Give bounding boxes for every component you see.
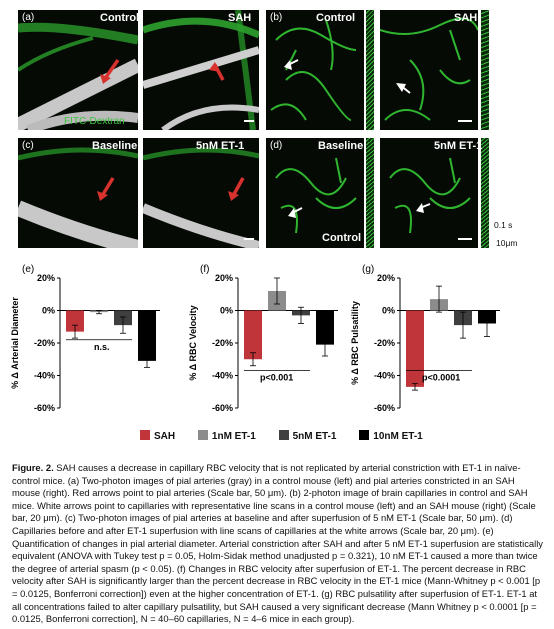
panel-a-control-label: Control — [100, 12, 140, 24]
panel-b-control-linescan — [366, 10, 374, 130]
space-scale-label: 10μm — [496, 238, 518, 248]
chart-0-tick-label: -60% — [33, 403, 55, 413]
chart-1-annotation: p<0.001 — [260, 372, 294, 383]
panel-c-baseline-label: Baseline — [92, 140, 138, 152]
legend-item-sah — [140, 430, 175, 442]
panel-b-letter: (b) — [270, 12, 283, 23]
chart-1-letter: (f) — [200, 264, 210, 275]
panel-a-sah-image — [143, 10, 259, 130]
legend-swatch-sah — [140, 430, 150, 440]
legend-item-1nm — [198, 430, 256, 442]
chart-1-tick-label: 0% — [219, 305, 233, 316]
stain-label: FITC-Dextran — [64, 116, 125, 127]
chart-0-tick-label: 20% — [36, 273, 55, 283]
chart-0-bar-10nm-et-1 — [138, 311, 156, 361]
chart-1-tick-label: -60% — [211, 403, 233, 413]
panel-b-control-label: Control — [316, 12, 356, 24]
panel-b-sah-linescan — [481, 10, 489, 130]
caption-label: Figure. 2. — [12, 462, 54, 473]
legend-swatch-1nm — [198, 430, 208, 440]
panel-c-et1-image — [143, 138, 259, 248]
panel-b-sah-label: SAH — [454, 12, 478, 24]
panel-a-sah-label: SAH — [228, 12, 252, 24]
chart-0-tick-label: -20% — [33, 338, 55, 348]
panel-d-baseline-linescan — [366, 138, 374, 248]
panel-b-sah-image — [380, 10, 478, 130]
panel-d-et1-image — [380, 138, 478, 248]
panel-b-control-image — [266, 10, 364, 130]
chart-2-tick-label: 20% — [376, 273, 395, 283]
chart-0-ylabel: % Δ Arterial Diameter — [10, 297, 20, 389]
panel-c-letter: (c) — [22, 140, 34, 151]
legend-label-1nm: 1nM ET-1 — [211, 431, 256, 442]
chart-0-tick-label: 0% — [41, 305, 55, 316]
chart-0-letter: (e) — [22, 264, 35, 275]
chart-1-ylabel: % Δ RBC Velocity — [188, 305, 198, 381]
panel-d-et1-label: 5nM ET-1 — [434, 140, 483, 152]
panel-c-baseline-image — [18, 138, 138, 248]
legend — [140, 430, 443, 442]
chart-1-bar-sah — [244, 311, 262, 360]
legend-label-10nm: 10nM ET-1 — [373, 431, 423, 442]
panel-d-control-label: Control — [322, 232, 362, 244]
chart-2-ylabel: % Δ RBC Pulsatility — [350, 301, 360, 385]
chart-2-tick-label: -20% — [373, 338, 395, 348]
time-scale-label: 0.1 s — [494, 220, 513, 230]
panel-d-et1-linescan — [481, 138, 489, 248]
legend-swatch-10nm — [359, 430, 369, 440]
panel-d-letter: (d) — [270, 140, 283, 151]
legend-item-5nm — [279, 430, 337, 442]
figure-caption — [12, 462, 544, 626]
panel-d-baseline-label: Baseline — [318, 140, 364, 152]
chart-2-tick-label: -40% — [373, 370, 395, 381]
chart-0-annotation: n.s. — [94, 341, 110, 352]
legend-item-10nm — [359, 430, 422, 442]
charts-area — [0, 258, 554, 428]
chart-1-tick-label: -40% — [211, 370, 233, 381]
chart-2-annotation: p<0.0001 — [422, 372, 461, 383]
chart-1-tick-label: 20% — [214, 273, 233, 283]
panel-c-et1-label: 5nM ET-1 — [196, 140, 245, 152]
legend-label-sah: SAH — [154, 431, 176, 442]
caption-text: SAH causes a decrease in capillary RBC velocity that is not replicated by arterial constriction with ET-1 in naïve-control mice. (a) Two-photon images of pial arteries (gray) in a control mouse (left) and pial arteries constricted in an SAH mouse (right). Red arrows point to pial arteries (Scale bar, 50 μm). (b) 2-photon image of brain capillaries in control and SAH mice. White arrows point to capillaries with representative line scans in a control mouse (left) and an SAH mouse (right) (Scale bar, 20 μm). (c) Two-photon images of pial arteries at baseline and after superfusion of 5 nM ET-1 (Scale bar, 50 μm). (d) Capillaries before and after ET-1 superfusion with line scans of capillaries at the white arrows (Scale bar, 20 μm). (e) Quantification of changes in pial arterial diameter. Arterial constriction after SAH and after 5 nM ET-1 superfusion are statistically equivalent (ANOVA with Tukey test p = 0.05, Holm-Sidak method unadjusted p = 0.321), 10 nM ET-1 caused a more than twice the degree of arterial spasm (p < 0.05). (f) Changes in RBC velocity after superfusion of ET-1. The percent decrease in RBC velocity after SAH is significantly larger than the percent decrease in RBC velocity in the ET-1 mice (Mann-Whitney p < 0.001 [p = 0.0125, Bonferroni correction]) even at the higher concentration of ET-1. (g) RBC pulsatility after superfusion of ET-1. ET-1 at all concentrations failed to alter capillary pulsatility, but SAH caused a very significant decrease (Mann Whitney p < 0.0001 [p = 0.0125, Bonferroni correction], N = 40–60 capillaries, N = 4–6 mice in each group). — [12, 462, 543, 625]
chart-1-tick-label: -20% — [211, 338, 233, 348]
panel-a-control-image — [18, 10, 138, 130]
chart-2-tick-label: 0% — [381, 305, 395, 316]
chart-2-tick-label: -60% — [373, 403, 395, 413]
chart-0-tick-label: -40% — [33, 370, 55, 381]
legend-label-5nm: 5nM ET-1 — [292, 431, 337, 442]
panel-a-letter: (a) — [22, 12, 35, 23]
legend-swatch-5nm — [279, 430, 289, 440]
chart-2-letter: (g) — [362, 264, 375, 275]
